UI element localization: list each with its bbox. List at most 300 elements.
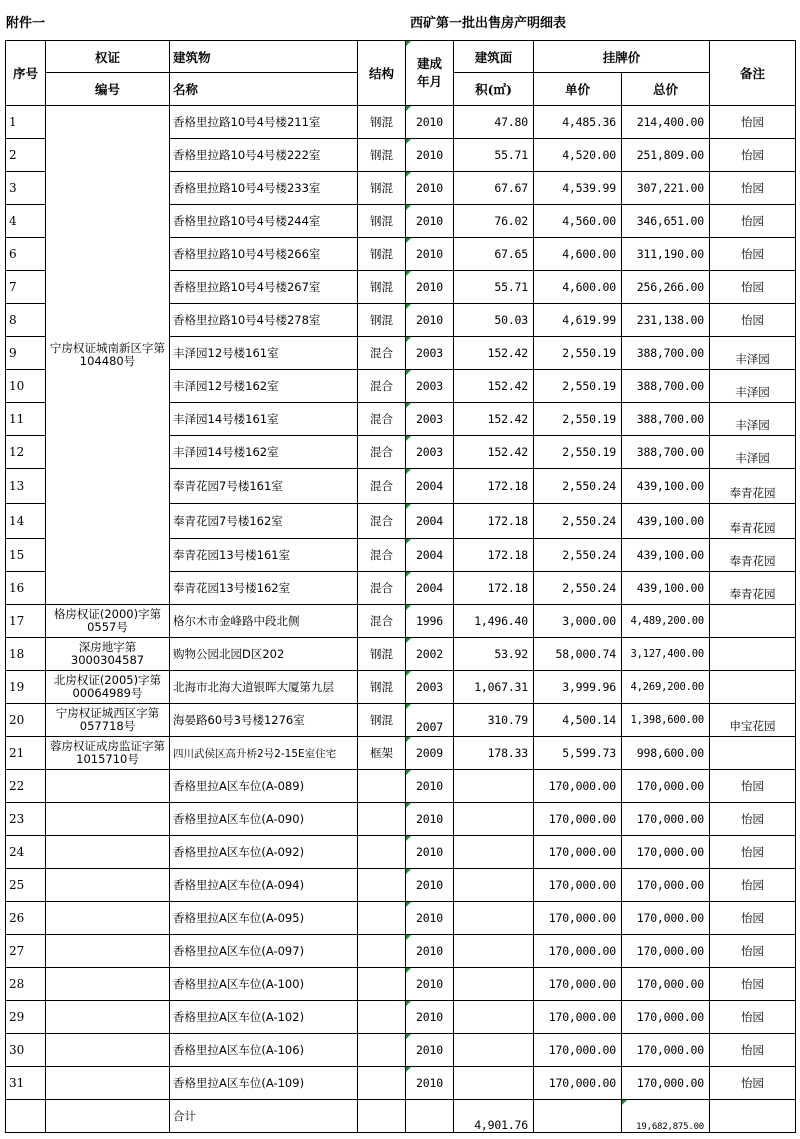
cell-note: 怡园	[710, 770, 796, 803]
cell-total-price: 170,000.00	[622, 1034, 710, 1067]
cell-structure: 钢混	[358, 106, 406, 139]
table-row	[6, 737, 796, 770]
cell-seq: 27	[6, 935, 46, 968]
cell-total-price: 170,000.00	[622, 836, 710, 869]
cell-area: 53.92	[454, 638, 534, 671]
cell-note: 怡园	[710, 205, 796, 238]
cell-name: 丰泽园12号楼162室	[170, 370, 358, 403]
cell-note	[710, 737, 796, 770]
cell-structure: 混合	[358, 572, 406, 605]
table-row	[6, 704, 796, 737]
cell-name: 香格里拉路10号4号楼233室	[170, 172, 358, 205]
cell-cert	[46, 770, 170, 803]
cell-seq: 24	[6, 836, 46, 869]
cell-total-price: 231,138.00	[622, 304, 710, 337]
cell-area	[454, 1034, 534, 1067]
header-row-1	[6, 41, 796, 73]
cell-area	[454, 1001, 534, 1034]
total-label: 合计	[170, 1100, 358, 1133]
cell-cert	[46, 968, 170, 1001]
cell-total-price: 388,700.00	[622, 337, 710, 370]
cell-area	[454, 902, 534, 935]
cell-unit-price: 2,550.24	[534, 469, 622, 504]
cell-cert	[46, 869, 170, 902]
cell-structure	[358, 902, 406, 935]
cell-name: 香格里拉A区车位(A-097)	[170, 935, 358, 968]
cell-name: 香格里拉A区车位(A-089)	[170, 770, 358, 803]
cell-structure: 钢混	[358, 205, 406, 238]
cell-year: 2010	[406, 935, 454, 968]
cell-note: 怡园	[710, 1001, 796, 1034]
cell-note: 丰泽园	[710, 370, 796, 403]
cell-note	[710, 671, 796, 704]
cell-total-price: 1,398,600.00	[622, 704, 710, 737]
cell-structure	[358, 1034, 406, 1067]
cell-area: 152.42	[454, 337, 534, 370]
total-row	[6, 1100, 796, 1133]
cell-seq-empty	[6, 1100, 46, 1133]
col-built	[406, 41, 454, 106]
cell-unit-price: 170,000.00	[534, 770, 622, 803]
col-cert-top: 权证	[46, 41, 170, 73]
cell-seq: 13	[6, 469, 46, 504]
cell-year: 2010	[406, 836, 454, 869]
cell-total-price: 439,100.00	[622, 539, 710, 572]
cell-year: 2004	[406, 504, 454, 539]
cell-note: 奉青花园	[710, 572, 796, 605]
cell-seq: 23	[6, 803, 46, 836]
col-price-group: 挂牌价	[534, 41, 710, 73]
cell-name: 海晏路60号3号楼1276室	[170, 704, 358, 737]
cell-cert: 蓉房权证成房监证字第1015710号	[46, 737, 170, 770]
cell-unit-price: 170,000.00	[534, 902, 622, 935]
cell-total-price: 439,100.00	[622, 572, 710, 605]
cell-unit-price: 170,000.00	[534, 1067, 622, 1100]
cell-year: 2002	[406, 638, 454, 671]
cell-area	[454, 803, 534, 836]
cell-year: 2010	[406, 139, 454, 172]
table-row	[6, 106, 796, 139]
cell-unit-price: 4,560.00	[534, 205, 622, 238]
cell-unit-price: 3,999.96	[534, 671, 622, 704]
cell-cert: 深房地字第3000304587	[46, 638, 170, 671]
cell-name: 香格里拉A区车位(A-094)	[170, 869, 358, 902]
cell-total-price: 388,700.00	[622, 436, 710, 469]
cell-unit-price: 2,550.24	[534, 572, 622, 605]
cell-note: 怡园	[710, 935, 796, 968]
cell-cert	[46, 1067, 170, 1100]
cell-area	[454, 968, 534, 1001]
cell-name: 四川武侯区高升桥2号2-15E室住宅	[170, 737, 358, 770]
cell-note-empty	[710, 1100, 796, 1133]
cell-name: 奉青花园13号楼162室	[170, 572, 358, 605]
table-row	[6, 902, 796, 935]
cell-note: 怡园	[710, 238, 796, 271]
cell-cert-group: 宁房权证城南新区字第104480号	[46, 106, 170, 605]
page-title: 西矿第一批出售房产明细表	[410, 16, 567, 31]
cell-note: 丰泽园	[710, 337, 796, 370]
cell-unit-empty	[534, 1100, 622, 1133]
cell-note: 丰泽园	[710, 436, 796, 469]
cell-unit-price: 2,550.19	[534, 436, 622, 469]
cell-structure: 钢混	[358, 304, 406, 337]
cell-seq: 6	[6, 238, 46, 271]
cell-seq: 10	[6, 370, 46, 403]
col-cert-bottom: 编号	[46, 73, 170, 106]
cell-total-price: 214,400.00	[622, 106, 710, 139]
cell-area	[454, 869, 534, 902]
col-total-price: 总价	[622, 73, 710, 106]
cell-name: 香格里拉路10号4号楼278室	[170, 304, 358, 337]
cell-area: 172.18	[454, 469, 534, 504]
cell-structure: 钢混	[358, 172, 406, 205]
cell-note: 怡园	[710, 271, 796, 304]
cell-unit-price: 4,520.00	[534, 139, 622, 172]
table-row	[6, 770, 796, 803]
cell-year: 2007	[406, 704, 454, 737]
cell-area: 55.71	[454, 271, 534, 304]
cell-year: 2010	[406, 1067, 454, 1100]
col-structure: 结构	[358, 41, 406, 106]
cell-year: 2010	[406, 304, 454, 337]
cell-unit-price: 170,000.00	[534, 836, 622, 869]
col-building-top: 建筑物	[170, 41, 358, 73]
cell-note: 怡园	[710, 803, 796, 836]
col-built-line2: 年月	[416, 74, 442, 89]
cell-seq: 29	[6, 1001, 46, 1034]
cell-unit-price: 4,485.36	[534, 106, 622, 139]
cell-name: 奉青花园13号楼161室	[170, 539, 358, 572]
cell-note	[710, 605, 796, 638]
cell-seq: 31	[6, 1067, 46, 1100]
cell-year: 2010	[406, 205, 454, 238]
cell-name: 格尔木市金峰路中段北侧	[170, 605, 358, 638]
cell-area: 152.42	[454, 436, 534, 469]
cell-cert	[46, 902, 170, 935]
cell-year: 1996	[406, 605, 454, 638]
cell-name: 奉青花园7号楼161室	[170, 469, 358, 504]
cell-total-price: 170,000.00	[622, 869, 710, 902]
cell-structure: 混合	[358, 436, 406, 469]
cell-area: 172.18	[454, 572, 534, 605]
cell-name: 北海市北海大道银晖大厦第九层	[170, 671, 358, 704]
cell-total-price: 311,190.00	[622, 238, 710, 271]
cell-unit-price: 170,000.00	[534, 869, 622, 902]
cell-seq: 1	[6, 106, 46, 139]
cell-total-price: 170,000.00	[622, 803, 710, 836]
cell-total-price: 3,127,400.00	[622, 638, 710, 671]
cell-cert: 宁房权证城西区字第057718号	[46, 704, 170, 737]
cell-area: 1,067.31	[454, 671, 534, 704]
cell-cert	[46, 1001, 170, 1034]
cell-note: 怡园	[710, 1034, 796, 1067]
cell-unit-price: 2,550.19	[534, 403, 622, 436]
table-row	[6, 836, 796, 869]
cell-seq: 20	[6, 704, 46, 737]
cell-seq: 28	[6, 968, 46, 1001]
cell-seq: 15	[6, 539, 46, 572]
cell-structure: 钢混	[358, 271, 406, 304]
cell-total-price: 170,000.00	[622, 1067, 710, 1100]
cell-note: 怡园	[710, 304, 796, 337]
cell-year: 2003	[406, 671, 454, 704]
cell-structure	[358, 935, 406, 968]
cell-note: 奉青花园	[710, 504, 796, 539]
cell-name: 香格里拉A区车位(A-090)	[170, 803, 358, 836]
cell-note: 申宝花园	[710, 704, 796, 737]
cell-structure: 钢混	[358, 238, 406, 271]
cell-area: 172.18	[454, 539, 534, 572]
cell-area: 47.80	[454, 106, 534, 139]
cell-cert: 格房权证(2000)字第0557号	[46, 605, 170, 638]
cell-note: 怡园	[710, 172, 796, 205]
table-row	[6, 803, 796, 836]
cell-year: 2010	[406, 803, 454, 836]
cell-year: 2003	[406, 337, 454, 370]
col-note: 备注	[710, 41, 796, 106]
col-area-top: 建筑面	[454, 41, 534, 73]
cell-total-price: 170,000.00	[622, 968, 710, 1001]
attachment-label: 附件一	[6, 16, 46, 31]
cell-name: 香格里拉路10号4号楼266室	[170, 238, 358, 271]
cell-unit-price: 2,550.19	[534, 370, 622, 403]
table-row	[6, 1001, 796, 1034]
cell-seq: 17	[6, 605, 46, 638]
cell-unit-price: 170,000.00	[534, 935, 622, 968]
cell-total-price: 346,651.00	[622, 205, 710, 238]
cell-structure: 混合	[358, 539, 406, 572]
cell-total-price: 170,000.00	[622, 770, 710, 803]
cell-unit-price: 4,619.99	[534, 304, 622, 337]
cell-area: 178.33	[454, 737, 534, 770]
cell-structure	[358, 1067, 406, 1100]
cell-structure	[358, 869, 406, 902]
cell-name: 奉青花园7号楼162室	[170, 504, 358, 539]
cell-year: 2010	[406, 770, 454, 803]
cell-year: 2003	[406, 370, 454, 403]
cell-note: 怡园	[710, 106, 796, 139]
cell-structure: 框架	[358, 737, 406, 770]
cell-name: 香格里拉A区车位(A-095)	[170, 902, 358, 935]
table-row	[6, 869, 796, 902]
cell-seq: 12	[6, 436, 46, 469]
cell-name: 香格里拉A区车位(A-100)	[170, 968, 358, 1001]
cell-unit-price: 4,500.14	[534, 704, 622, 737]
cell-unit-price: 2,550.24	[534, 504, 622, 539]
cell-unit-price: 3,000.00	[534, 605, 622, 638]
cell-seq: 19	[6, 671, 46, 704]
cell-total-price: 170,000.00	[622, 935, 710, 968]
cell-unit-price: 170,000.00	[534, 1001, 622, 1034]
cell-seq: 4	[6, 205, 46, 238]
cell-seq: 11	[6, 403, 46, 436]
cell-seq: 21	[6, 737, 46, 770]
cell-note: 奉青花园	[710, 469, 796, 504]
cell-note: 奉青花园	[710, 539, 796, 572]
cell-total-price: 170,000.00	[622, 1001, 710, 1034]
cell-year-empty	[406, 1100, 454, 1133]
cell-unit-price: 58,000.74	[534, 638, 622, 671]
cell-area	[454, 836, 534, 869]
cell-area: 172.18	[454, 504, 534, 539]
cell-seq: 14	[6, 504, 46, 539]
cell-structure	[358, 836, 406, 869]
cell-structure	[358, 968, 406, 1001]
cell-unit-price: 170,000.00	[534, 968, 622, 1001]
table-row	[6, 1067, 796, 1100]
cell-year: 2010	[406, 172, 454, 205]
cell-seq: 22	[6, 770, 46, 803]
cell-year: 2004	[406, 469, 454, 504]
cell-year: 2010	[406, 1034, 454, 1067]
cell-area	[454, 1067, 534, 1100]
cell-seq: 25	[6, 869, 46, 902]
cell-name: 香格里拉A区车位(A-102)	[170, 1001, 358, 1034]
cell-structure: 混合	[358, 605, 406, 638]
col-seq: 序号	[6, 41, 46, 106]
cell-area: 310.79	[454, 704, 534, 737]
cell-year: 2009	[406, 737, 454, 770]
cell-name: 香格里拉路10号4号楼222室	[170, 139, 358, 172]
cell-area: 76.02	[454, 205, 534, 238]
cell-unit-price: 2,550.19	[534, 337, 622, 370]
cell-seq: 26	[6, 902, 46, 935]
cell-seq: 30	[6, 1034, 46, 1067]
cell-name: 香格里拉A区车位(A-109)	[170, 1067, 358, 1100]
total-area: 4,901.76	[454, 1100, 534, 1133]
cell-name: 丰泽园14号楼162室	[170, 436, 358, 469]
cell-total-price: 388,700.00	[622, 370, 710, 403]
cell-structure	[358, 803, 406, 836]
cell-year: 2010	[406, 238, 454, 271]
cell-seq: 7	[6, 271, 46, 304]
cell-total-price: 256,266.00	[622, 271, 710, 304]
table-row	[6, 935, 796, 968]
col-unit-price: 单价	[534, 73, 622, 106]
cell-cert	[46, 836, 170, 869]
cell-structure: 钢混	[358, 638, 406, 671]
cell-seq: 3	[6, 172, 46, 205]
cell-structure: 混合	[358, 504, 406, 539]
cell-name: 丰泽园14号楼161室	[170, 403, 358, 436]
cell-total-price: 4,269,200.00	[622, 671, 710, 704]
col-building-bottom: 名称	[170, 73, 358, 106]
cell-year: 2010	[406, 902, 454, 935]
cell-unit-price: 4,600.00	[534, 271, 622, 304]
cell-note	[710, 638, 796, 671]
cell-structure: 混合	[358, 370, 406, 403]
cell-unit-price: 170,000.00	[534, 803, 622, 836]
cell-cert	[46, 803, 170, 836]
cell-unit-price: 5,599.73	[534, 737, 622, 770]
table-row	[6, 638, 796, 671]
cell-area: 67.65	[454, 238, 534, 271]
cell-year: 2004	[406, 572, 454, 605]
table-row	[6, 671, 796, 704]
cell-name: 香格里拉A区车位(A-106)	[170, 1034, 358, 1067]
cell-total-price: 388,700.00	[622, 403, 710, 436]
cell-unit-price: 170,000.00	[534, 1034, 622, 1067]
cell-total-price: 998,600.00	[622, 737, 710, 770]
cell-structure: 钢混	[358, 139, 406, 172]
col-built-line1: 建成	[416, 56, 442, 71]
cell-total-price: 307,221.00	[622, 172, 710, 205]
cell-area: 50.03	[454, 304, 534, 337]
cell-year: 2010	[406, 968, 454, 1001]
cell-area	[454, 935, 534, 968]
cell-area: 152.42	[454, 370, 534, 403]
cell-cert	[46, 935, 170, 968]
table-row	[6, 968, 796, 1001]
cell-structure: 钢混	[358, 704, 406, 737]
cell-unit-price: 4,600.00	[534, 238, 622, 271]
cell-area	[454, 770, 534, 803]
cell-total-price: 4,489,200.00	[622, 605, 710, 638]
col-area-bottom: 积(㎡)	[454, 73, 534, 106]
cell-note: 丰泽园	[710, 403, 796, 436]
cell-area: 152.42	[454, 403, 534, 436]
cell-unit-price: 4,539.99	[534, 172, 622, 205]
cell-name: 香格里拉A区车位(A-092)	[170, 836, 358, 869]
cell-year: 2003	[406, 436, 454, 469]
cell-note: 怡园	[710, 968, 796, 1001]
cell-structure	[358, 1001, 406, 1034]
cell-structure: 混合	[358, 469, 406, 504]
cell-year: 2010	[406, 106, 454, 139]
cell-structure-empty	[358, 1100, 406, 1133]
cell-total-price: 439,100.00	[622, 504, 710, 539]
cell-total-price: 170,000.00	[622, 902, 710, 935]
cell-note: 怡园	[710, 1067, 796, 1100]
table-row	[6, 605, 796, 638]
cell-note: 怡园	[710, 139, 796, 172]
cell-year: 2010	[406, 271, 454, 304]
cell-total-price: 439,100.00	[622, 469, 710, 504]
cell-year: 2010	[406, 869, 454, 902]
cell-unit-price: 2,550.24	[534, 539, 622, 572]
cell-name: 丰泽园12号楼161室	[170, 337, 358, 370]
cell-structure: 混合	[358, 403, 406, 436]
cell-total-price: 251,809.00	[622, 139, 710, 172]
cell-note: 怡园	[710, 869, 796, 902]
cell-note: 怡园	[710, 902, 796, 935]
cell-area: 55.71	[454, 139, 534, 172]
cell-cert: 北房权证(2005)字第00064989号	[46, 671, 170, 704]
cell-note: 怡园	[710, 836, 796, 869]
page-header	[0, 0, 800, 40]
cell-seq: 8	[6, 304, 46, 337]
cell-seq: 9	[6, 337, 46, 370]
cell-area: 67.67	[454, 172, 534, 205]
cell-name: 香格里拉路10号4号楼211室	[170, 106, 358, 139]
cell-area: 1,496.40	[454, 605, 534, 638]
cell-structure	[358, 770, 406, 803]
total-price: 19,682,875.00	[622, 1100, 710, 1133]
cell-structure: 混合	[358, 337, 406, 370]
cell-year: 2010	[406, 1001, 454, 1034]
table-row	[6, 1034, 796, 1067]
cell-name: 购物公园北园D区202	[170, 638, 358, 671]
cell-year: 2003	[406, 403, 454, 436]
cell-structure: 钢混	[358, 671, 406, 704]
cell-cert	[46, 1034, 170, 1067]
cell-year: 2004	[406, 539, 454, 572]
cell-cert-empty	[46, 1100, 170, 1133]
cell-seq: 2	[6, 139, 46, 172]
cell-name: 香格里拉路10号4号楼267室	[170, 271, 358, 304]
property-table	[5, 40, 796, 1133]
cell-seq: 16	[6, 572, 46, 605]
